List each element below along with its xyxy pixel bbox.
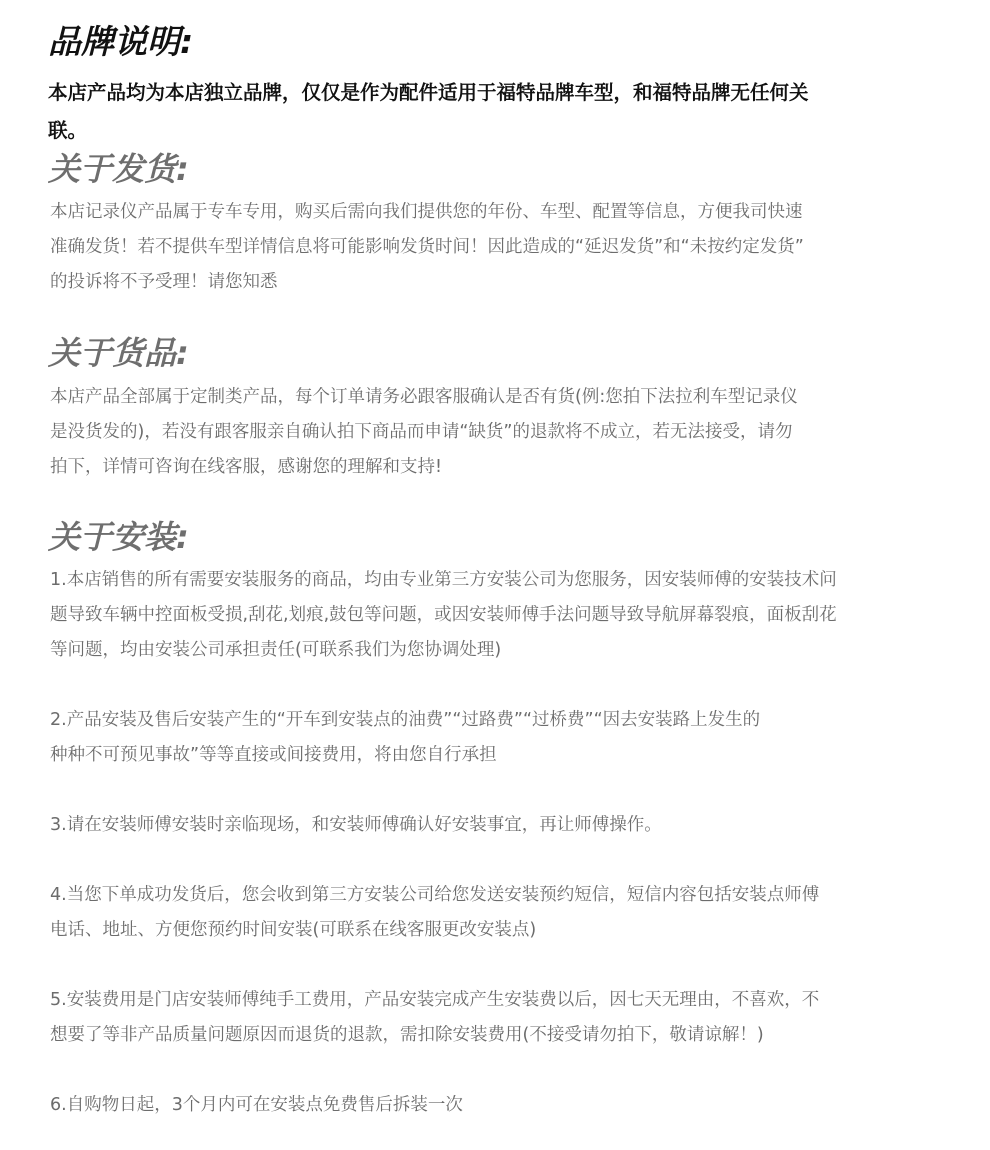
shipping-paragraph [50,195,950,300]
brand-line: 联。 [48,119,88,142]
install-item-line: 5.安装费用是门店安装师傅纯手工费用，产品安装完成产生安装费以后，因七天无理由，不喜欢，不 [50,990,820,1010]
shipping-line: 准确发货！若不提供车型详情信息将可能影响发货时间！因此造成的“延迟发货”和“未按约定发货” [50,237,804,257]
brand-heading: 品牌说明: [48,22,194,61]
goods-line: 本店产品全部属于定制类产品，每个订单请务必跟客服确认是否有货(例:您拍下法拉利车型记录仪 [50,387,798,407]
install-item-line: 等问题，均由安装公司承担责任(可联系我们为您协调处理) [50,640,502,660]
install-item-3 [50,808,950,843]
install-item-line: 4.当您下单成功发货后，您会收到第三方安装公司给您发送安装预约短信，短信内容包括安装点师傅 [50,885,820,905]
install-item-4 [50,878,950,948]
install-item-line: 题导致车辆中控面板受损,刮花,划痕,鼓包等问题，或因安装师傅手法问题导致导航屏幕裂痕，面板刮花 [50,605,837,625]
brand-line: 本店产品均为本店独立品牌，仅仅是作为配件适用于福特品牌车型，和福特品牌无任何关 [48,81,809,104]
install-item-1 [50,563,950,668]
shipping-line: 本店记录仪产品属于专车专用，购买后需向我们提供您的年份、车型、配置等信息，方便我司快速 [50,202,803,222]
install-item-line: 想要了等非产品质量问题原因而退货的退款，需扣除安装费用(不接受请勿拍下，敬请谅解！) [50,1025,764,1045]
shipping-line: 的投诉将不予受理！请您知悉 [50,272,278,292]
install-item-line: 2.产品安装及售后安装产生的“开车到安装点的油费”“过路费”“过桥费”“因去安装路上发生的 [50,710,761,730]
install-item-line: 1.本店销售的所有需要安装服务的商品，均由专业第三方安装公司为您服务，因安装师傅的安装技术问 [50,570,837,590]
goods-paragraph [50,380,950,485]
install-item-2 [50,703,950,773]
brand-paragraph [48,74,948,150]
install-item-line: 3.请在安装师傅安装时亲临现场，和安装师傅确认好安装事宜，再让师傅操作。 [50,815,662,835]
install-item-5 [50,983,950,1053]
goods-heading: 关于货品: [48,334,189,372]
install-heading: 关于安装: [48,518,189,556]
goods-line: 是没货发的)，若没有跟客服亲自确认拍下商品而申请“缺货”的退款将不成立，若无法接受，请勿 [50,422,793,442]
install-item-line: 电话、地址、方便您预约时间安装(可联系在线客服更改安装点) [50,920,537,940]
goods-line: 拍下，详情可咨询在线客服，感谢您的理解和支持! [50,457,443,477]
install-item-line: 种种不可预见事故”等等直接或间接费用，将由您自行承担 [50,745,497,765]
shipping-heading: 关于发货: [48,150,189,188]
install-item-6 [50,1088,950,1123]
install-item-line: 6.自购物日起，3个月内可在安装点免费售后拆装一次 [50,1095,463,1115]
